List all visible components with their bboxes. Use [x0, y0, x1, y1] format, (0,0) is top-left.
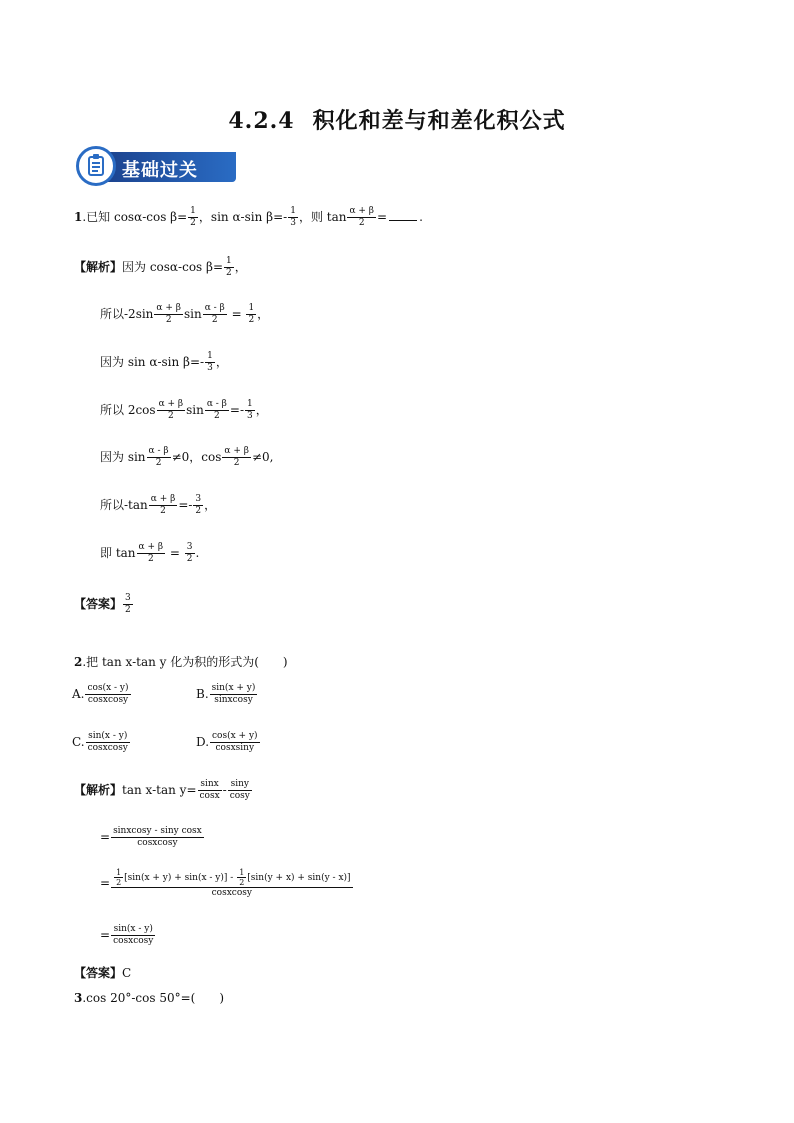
- fraction: $\frac{\sin y}{\cos y}$: [229, 779, 250, 801]
- answer-label: 【答案】: [74, 597, 123, 611]
- option-letter: C.: [72, 735, 85, 749]
- fraction: $\frac{3}{2}$: [195, 494, 202, 516]
- option-fraction: $\frac{\cos(x - y)}{\text{cosxcosy}}$: [87, 683, 129, 705]
- q2-analysis-line-4: [100, 924, 156, 947]
- fraction: $\frac{1}{2}$ [sin(x + y) + sin(x - y)] - $\frac{1}{2}$ [sin(y + x) + sin(y - x)] cosxcosy: [111, 868, 352, 899]
- fraction: $\frac{\text{sinxcosy - siny cosx}}{\text{cosxcosy}}$: [113, 826, 202, 848]
- q2-answer: [74, 964, 131, 981]
- fraction: $\frac{\sin(x - y)}{\text{cosxcosy}}$: [113, 924, 154, 946]
- option-b[interactable]: [196, 683, 258, 706]
- analysis-text: 所以-tan: [100, 498, 148, 512]
- analysis-text: =-: [229, 403, 244, 417]
- fraction: $\frac{\alpha - \beta}{2}$: [148, 446, 169, 468]
- operator: -: [222, 783, 227, 797]
- section-title: 积化和差与和差化积公式: [312, 108, 566, 134]
- analysis-text: ≠0,: [251, 450, 274, 464]
- question-1: [74, 206, 423, 229]
- fraction: $\frac{1}{3}$: [207, 351, 213, 373]
- punctuation: .: [195, 546, 200, 560]
- answer-value: C: [122, 966, 132, 980]
- punctuation: ，: [204, 498, 217, 512]
- option-letter: B.: [196, 687, 209, 701]
- question-number: 3: [74, 991, 83, 1005]
- q2-analysis-line-3: [100, 868, 354, 899]
- fraction: $\frac{\alpha + \beta}{2}$: [224, 446, 249, 468]
- fraction: $\frac{\alpha + \beta}{2}$: [156, 303, 181, 325]
- q1-analysis-line-4: [100, 399, 268, 422]
- q1-text: .已知 cosα-cos β=: [82, 210, 188, 224]
- option-letter: D.: [196, 735, 210, 749]
- operator: =: [100, 876, 111, 890]
- analysis-text: 因为 sin α-sin β=-: [100, 355, 205, 369]
- fraction: $\frac{\alpha + \beta}{2}$: [158, 399, 184, 421]
- q1-text: =: [377, 210, 388, 224]
- option-fraction: $\frac{\sin(x + y)}{\text{sinxcosy}}$: [211, 683, 256, 705]
- q2-text: .把 tan x-tan y 化为积的形式为( ): [82, 655, 288, 669]
- operator: =: [100, 928, 111, 942]
- option-fraction: $\frac{\sin(x - y)}{\text{cosxcosy}}$: [87, 731, 128, 753]
- fraction: $\frac{\alpha + \beta}{2}$: [150, 494, 176, 516]
- question-number: 1: [74, 210, 83, 224]
- analysis-text: =-: [178, 498, 193, 512]
- q2-analysis-line-1: [74, 779, 253, 802]
- q1-analysis-line-3: [100, 351, 228, 374]
- answer-label: 【答案】: [74, 966, 123, 980]
- fraction: $\frac{\alpha + \beta}{2}$: [138, 542, 164, 564]
- analysis-text: sin: [186, 403, 204, 417]
- fraction: $\frac{1}{2}$: [248, 303, 255, 325]
- analysis-text: =: [166, 546, 184, 560]
- q2-analysis-line-2: [100, 826, 205, 849]
- analysis-text: 所以 2cos: [100, 403, 156, 417]
- analysis-label: 【解析】: [74, 783, 123, 797]
- analysis-text: tan x-tan y=: [122, 783, 197, 797]
- answer-value: $\frac{3}{2}$: [125, 593, 131, 615]
- fraction: $\frac{1}{2}$: [190, 206, 196, 228]
- q1-analysis-line-2: [100, 303, 269, 326]
- clipboard-icon: [76, 146, 116, 186]
- page-title: [0, 104, 794, 135]
- question-2: [74, 653, 288, 670]
- fraction: $\frac{1}{2}$: [226, 256, 232, 278]
- q1-analysis-line-5: [100, 446, 273, 469]
- punctuation: ，: [215, 355, 228, 369]
- analysis-text: 因为 sin: [100, 450, 146, 464]
- fraction: $\frac{1}{3}$: [290, 206, 296, 228]
- section-banner: [76, 146, 236, 188]
- option-d[interactable]: [196, 731, 261, 754]
- fraction: $\frac{\sin x}{\cos x}$: [199, 779, 220, 801]
- fraction: $\frac{\alpha - \beta}{2}$: [204, 303, 225, 325]
- fraction: $\frac{3}{2}$: [186, 542, 193, 564]
- half-fraction: $\frac{1}{2}$: [239, 868, 245, 887]
- option-c[interactable]: [72, 731, 131, 754]
- punctuation: ，: [255, 403, 268, 417]
- operator: =: [100, 830, 111, 844]
- half-fraction: $\frac{1}{2}$: [116, 868, 122, 887]
- analysis-text: ≠0，cos: [171, 450, 222, 464]
- q1-analysis-line-7: [100, 542, 199, 565]
- fraction: $\frac{\alpha - \beta}{2}$: [206, 399, 227, 421]
- q3-text: .cos 20°-cos 50°=( ): [82, 991, 225, 1005]
- fraction: $\frac{\alpha + \beta}{2}$: [349, 206, 375, 228]
- banner-label: 基础过关: [122, 160, 198, 181]
- analysis-text: 即 tan: [100, 546, 136, 560]
- option-letter: A.: [72, 687, 85, 701]
- analysis-text: sin: [183, 307, 202, 321]
- question-3: [74, 989, 224, 1006]
- section-number: 4.2.4: [228, 108, 295, 134]
- punctuation: ，: [234, 260, 247, 274]
- option-a[interactable]: [72, 683, 132, 706]
- analysis-text: =: [227, 307, 246, 321]
- q1-analysis-line-1: [74, 256, 247, 279]
- punctuation: ，: [257, 307, 270, 321]
- question-number: 2: [74, 655, 83, 669]
- option-fraction: $\frac{\cos(x + y)}{\text{cosxsiny}}$: [212, 731, 258, 753]
- q1-analysis-line-6: [100, 494, 216, 517]
- analysis-label: 【解析】: [74, 260, 123, 274]
- q1-text: ，则 tan: [298, 210, 347, 224]
- fraction: $\frac{1}{3}$: [247, 399, 253, 421]
- answer-blank: [389, 220, 417, 221]
- q1-answer: [74, 593, 134, 616]
- q1-text: ，sin α-sin β=-: [198, 210, 288, 224]
- q1-text: .: [419, 210, 423, 224]
- analysis-text: 所以-2sin: [100, 307, 154, 321]
- analysis-text: 因为 cosα-cos β=: [122, 260, 224, 274]
